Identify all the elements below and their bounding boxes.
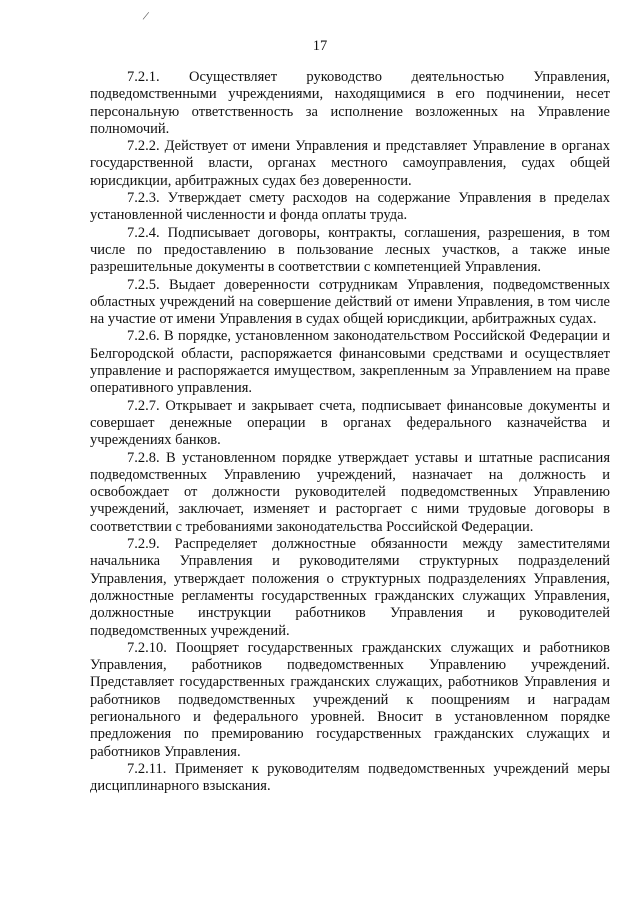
paragraph-7-2-6: 7.2.6. В порядке, установленном законодательством Российской Федерации и Белгородской области, распоряжается финансовыми средствами и осуществляет управление и распоряжается имуществом, закрепленным за Управлением на праве оперативного управления. (90, 328, 610, 397)
paragraph-7-2-8: 7.2.8. В установленном порядке утверждает уставы и штатные расписания подведомственных Управлению учреждений, назначает на должность и освобождает от должности руководителей подведомственных Управлению учреждений, заключает, изменяет и расторгает с ними трудовые договоры в соответствии с требованиями законодательства Российской Федерации. (90, 449, 610, 535)
paragraph-7-2-11: 7.2.11. Применяет к руководителям подведомственных учреждений меры дисциплинарного взыскания. (90, 760, 610, 795)
paragraph-7-2-1: 7.2.1. Осуществляет руководство деятельностью Управления, подведомственными учреждениями, находящимися в его подчинении, несет персональную ответственность за исполнение возложенных на Управление полномочий. (90, 69, 610, 137)
paragraph-7-2-7: 7.2.7. Открывает и закрывает счета, подписывает финансовые документы и совершает денежные операции в органах федерального казначейства и учреждениях банков. (90, 397, 610, 449)
paragraph-7-2-5: 7.2.5. Выдает доверенности сотрудникам Управления, подведомственных областных учреждений на совершение действий от имени Управления, в том числе на участие от имени Управления в судах общей юрисдикции, арбитражных судах. (90, 276, 610, 328)
page-number: 17 (312, 38, 328, 54)
paragraph-7-2-2: 7.2.2. Действует от имени Управления и представляет Управление в органах государственной власти, органах местного самоуправления, судах общей юрисдикции, арбитражных судах без доверенности. (90, 138, 610, 189)
paragraph-7-2-10: 7.2.10. Поощряет государственных гражданских служащих и работников Управления, работников подведомственных Управлению учреждений. Представляет государственных гражданских служащих, работников Управления и работников подведомственных учреждений к поощрениям и наградам регионального и федерального уровней. Вносит в установленном порядке предложения по премированию государственных гражданских служащих и работников Управления. (90, 639, 610, 760)
paragraph-7-2-4: 7.2.4. Подписывает договоры, контракты, соглашения, разрешения, в том числе по предоставлению в пользование лесных участков, а также иные разрешительные документы в соответствии с компетенцией Управления. (90, 224, 610, 276)
pen-mark: / (141, 7, 151, 24)
document-body (90, 69, 610, 795)
paragraph-7-2-9: 7.2.9. Распределяет должностные обязанности между заместителями начальника Управления и руководителями структурных подразделений Управления, утверждает положения о структурных подразделениях Управления, должностные регламенты государственных гражданских служащих Управления, должностные инструкции работников Управления и руководителей подведомственных учреждений. (90, 536, 610, 639)
paragraph-7-2-3: 7.2.3. Утверждает смету расходов на содержание Управления в пределах установленной численности и фонда оплаты труда. (90, 190, 610, 224)
